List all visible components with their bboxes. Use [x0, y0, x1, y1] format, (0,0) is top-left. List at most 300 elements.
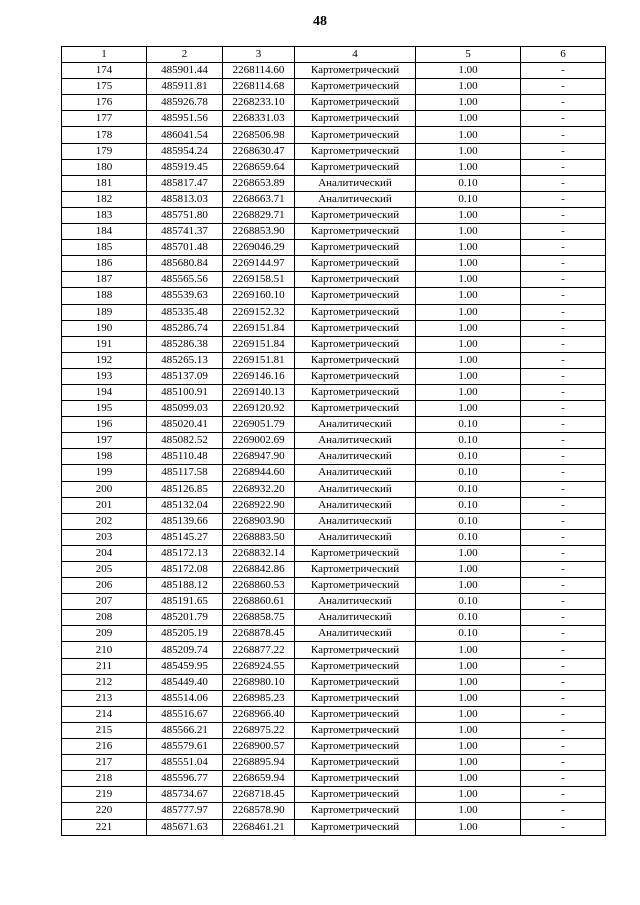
- point-number-cell: 188: [62, 288, 147, 304]
- method-cell: Картометрический: [295, 127, 416, 143]
- note-cell: -: [521, 207, 606, 223]
- method-cell: Картометрический: [295, 690, 416, 706]
- note-cell: -: [521, 191, 606, 207]
- accuracy-cell: 1.00: [416, 207, 521, 223]
- x-coordinate-cell: 485551.04: [147, 755, 223, 771]
- y-coordinate-cell: 2268832.14: [223, 545, 295, 561]
- table-row: [62, 562, 606, 578]
- point-number-cell: 213: [62, 690, 147, 706]
- x-coordinate-cell: 485459.95: [147, 658, 223, 674]
- point-number-cell: 194: [62, 384, 147, 400]
- y-coordinate-cell: 2268858.75: [223, 610, 295, 626]
- y-coordinate-cell: 2268900.57: [223, 739, 295, 755]
- y-coordinate-cell: 2268461.21: [223, 819, 295, 835]
- note-cell: -: [521, 513, 606, 529]
- note-cell: -: [521, 384, 606, 400]
- y-coordinate-cell: 2268878.45: [223, 626, 295, 642]
- note-cell: -: [521, 545, 606, 561]
- x-coordinate-cell: 485566.21: [147, 722, 223, 738]
- method-cell: Аналитический: [295, 610, 416, 626]
- y-coordinate-cell: 2268578.90: [223, 803, 295, 819]
- accuracy-cell: 1.00: [416, 127, 521, 143]
- point-number-cell: 177: [62, 111, 147, 127]
- x-coordinate-cell: 485110.48: [147, 449, 223, 465]
- method-cell: Картометрический: [295, 819, 416, 835]
- note-cell: -: [521, 465, 606, 481]
- note-cell: -: [521, 175, 606, 191]
- method-cell: Картометрический: [295, 658, 416, 674]
- x-coordinate-cell: 485172.08: [147, 562, 223, 578]
- accuracy-cell: 1.00: [416, 288, 521, 304]
- x-coordinate-cell: 485734.67: [147, 787, 223, 803]
- method-cell: Картометрический: [295, 224, 416, 240]
- x-coordinate-cell: 485671.63: [147, 819, 223, 835]
- y-coordinate-cell: 2269002.69: [223, 433, 295, 449]
- x-coordinate-cell: 485265.13: [147, 352, 223, 368]
- point-number-cell: 212: [62, 674, 147, 690]
- note-cell: -: [521, 658, 606, 674]
- note-cell: -: [521, 481, 606, 497]
- y-coordinate-cell: 2268718.45: [223, 787, 295, 803]
- method-cell: Картометрический: [295, 771, 416, 787]
- x-coordinate-cell: 485188.12: [147, 578, 223, 594]
- note-cell: -: [521, 159, 606, 175]
- accuracy-cell: 0.10: [416, 191, 521, 207]
- x-coordinate-cell: 485286.74: [147, 320, 223, 336]
- note-cell: -: [521, 819, 606, 835]
- y-coordinate-cell: 2268842.86: [223, 562, 295, 578]
- accuracy-cell: 1.00: [416, 545, 521, 561]
- accuracy-cell: 1.00: [416, 803, 521, 819]
- y-coordinate-cell: 2268114.68: [223, 79, 295, 95]
- y-coordinate-cell: 2269140.13: [223, 384, 295, 400]
- method-cell: Картометрический: [295, 674, 416, 690]
- note-cell: -: [521, 787, 606, 803]
- accuracy-cell: 0.10: [416, 626, 521, 642]
- y-coordinate-cell: 2269046.29: [223, 240, 295, 256]
- x-coordinate-cell: 486041.54: [147, 127, 223, 143]
- method-cell: Картометрический: [295, 384, 416, 400]
- note-cell: -: [521, 626, 606, 642]
- y-coordinate-cell: 2268659.94: [223, 771, 295, 787]
- point-number-cell: 178: [62, 127, 147, 143]
- accuracy-cell: 1.00: [416, 95, 521, 111]
- method-cell: Картометрический: [295, 706, 416, 722]
- table-row: [62, 401, 606, 417]
- accuracy-cell: 1.00: [416, 674, 521, 690]
- point-number-cell: 201: [62, 497, 147, 513]
- x-coordinate-cell: 485926.78: [147, 95, 223, 111]
- accuracy-cell: 1.00: [416, 63, 521, 79]
- point-number-cell: 215: [62, 722, 147, 738]
- note-cell: -: [521, 240, 606, 256]
- method-cell: Аналитический: [295, 191, 416, 207]
- note-cell: -: [521, 642, 606, 658]
- table-row: [62, 95, 606, 111]
- x-coordinate-cell: 485449.40: [147, 674, 223, 690]
- table-row: [62, 578, 606, 594]
- method-cell: Картометрический: [295, 352, 416, 368]
- x-coordinate-cell: 485680.84: [147, 256, 223, 272]
- method-cell: Аналитический: [295, 175, 416, 191]
- accuracy-cell: 1.00: [416, 368, 521, 384]
- method-cell: Картометрический: [295, 642, 416, 658]
- accuracy-cell: 1.00: [416, 336, 521, 352]
- point-number-cell: 191: [62, 336, 147, 352]
- accuracy-cell: 0.10: [416, 513, 521, 529]
- method-cell: Картометрический: [295, 401, 416, 417]
- y-coordinate-cell: 2268630.47: [223, 143, 295, 159]
- method-cell: Аналитический: [295, 449, 416, 465]
- method-cell: Картометрический: [295, 63, 416, 79]
- method-cell: Картометрический: [295, 336, 416, 352]
- accuracy-cell: 1.00: [416, 706, 521, 722]
- point-number-cell: 181: [62, 175, 147, 191]
- point-number-cell: 218: [62, 771, 147, 787]
- point-number-cell: 214: [62, 706, 147, 722]
- accuracy-cell: 0.10: [416, 610, 521, 626]
- accuracy-cell: 1.00: [416, 256, 521, 272]
- x-coordinate-cell: 485701.48: [147, 240, 223, 256]
- x-coordinate-cell: 485100.91: [147, 384, 223, 400]
- accuracy-cell: 1.00: [416, 819, 521, 835]
- note-cell: -: [521, 95, 606, 111]
- x-coordinate-cell: 485539.63: [147, 288, 223, 304]
- table-row: [62, 803, 606, 819]
- table-row: [62, 594, 606, 610]
- y-coordinate-cell: 2268980.10: [223, 674, 295, 690]
- y-coordinate-cell: 2268985.23: [223, 690, 295, 706]
- accuracy-cell: 1.00: [416, 739, 521, 755]
- method-cell: Аналитический: [295, 626, 416, 642]
- note-cell: -: [521, 706, 606, 722]
- method-cell: Картометрический: [295, 578, 416, 594]
- x-coordinate-cell: 485139.66: [147, 513, 223, 529]
- method-cell: Картометрический: [295, 272, 416, 288]
- y-coordinate-cell: 2268924.55: [223, 658, 295, 674]
- y-coordinate-cell: 2268829.71: [223, 207, 295, 223]
- x-coordinate-cell: 485286.38: [147, 336, 223, 352]
- table-row: [62, 240, 606, 256]
- note-cell: -: [521, 79, 606, 95]
- table-row: [62, 207, 606, 223]
- y-coordinate-cell: 2269146.16: [223, 368, 295, 384]
- x-coordinate-cell: 485335.48: [147, 304, 223, 320]
- x-coordinate-cell: 485951.56: [147, 111, 223, 127]
- accuracy-cell: 1.00: [416, 658, 521, 674]
- note-cell: -: [521, 562, 606, 578]
- note-cell: -: [521, 674, 606, 690]
- accuracy-cell: 1.00: [416, 159, 521, 175]
- y-coordinate-cell: 2268932.20: [223, 481, 295, 497]
- method-cell: Картометрический: [295, 739, 416, 755]
- point-number-cell: 216: [62, 739, 147, 755]
- method-cell: Картометрический: [295, 79, 416, 95]
- method-cell: Аналитический: [295, 513, 416, 529]
- accuracy-cell: 1.00: [416, 304, 521, 320]
- note-cell: -: [521, 143, 606, 159]
- x-coordinate-cell: 485117.58: [147, 465, 223, 481]
- note-cell: -: [521, 433, 606, 449]
- note-cell: -: [521, 272, 606, 288]
- point-number-cell: 175: [62, 79, 147, 95]
- x-coordinate-cell: 485751.80: [147, 207, 223, 223]
- point-number-cell: 219: [62, 787, 147, 803]
- method-cell: Картометрический: [295, 256, 416, 272]
- x-coordinate-cell: 485514.06: [147, 690, 223, 706]
- x-coordinate-cell: 485954.24: [147, 143, 223, 159]
- point-number-cell: 184: [62, 224, 147, 240]
- column-header-1: 1: [62, 47, 147, 63]
- y-coordinate-cell: 2269151.84: [223, 320, 295, 336]
- table-row: [62, 79, 606, 95]
- table-body: [62, 63, 606, 836]
- y-coordinate-cell: 2268663.71: [223, 191, 295, 207]
- note-cell: -: [521, 288, 606, 304]
- point-number-cell: 206: [62, 578, 147, 594]
- method-cell: Картометрический: [295, 368, 416, 384]
- accuracy-cell: 1.00: [416, 240, 521, 256]
- y-coordinate-cell: 2269151.84: [223, 336, 295, 352]
- point-number-cell: 197: [62, 433, 147, 449]
- table-row: [62, 111, 606, 127]
- x-coordinate-cell: 485565.56: [147, 272, 223, 288]
- accuracy-cell: 1.00: [416, 642, 521, 658]
- note-cell: -: [521, 304, 606, 320]
- method-cell: Аналитический: [295, 497, 416, 513]
- y-coordinate-cell: 2269144.97: [223, 256, 295, 272]
- point-number-cell: 208: [62, 610, 147, 626]
- accuracy-cell: 1.00: [416, 224, 521, 240]
- page-number: 48: [313, 14, 327, 29]
- method-cell: Картометрический: [295, 545, 416, 561]
- method-cell: Картометрический: [295, 787, 416, 803]
- x-coordinate-cell: 485201.79: [147, 610, 223, 626]
- y-coordinate-cell: 2268853.90: [223, 224, 295, 240]
- y-coordinate-cell: 2268883.50: [223, 529, 295, 545]
- accuracy-cell: 1.00: [416, 690, 521, 706]
- column-header-2: 2: [147, 47, 223, 63]
- x-coordinate-cell: 485741.37: [147, 224, 223, 240]
- accuracy-cell: 1.00: [416, 562, 521, 578]
- y-coordinate-cell: 2269120.92: [223, 401, 295, 417]
- y-coordinate-cell: 2268903.90: [223, 513, 295, 529]
- point-number-cell: 192: [62, 352, 147, 368]
- header-row: [62, 47, 606, 63]
- column-header-3: 3: [223, 47, 295, 63]
- method-cell: Картометрический: [295, 95, 416, 111]
- point-number-cell: 220: [62, 803, 147, 819]
- table-row: [62, 417, 606, 433]
- point-number-cell: 185: [62, 240, 147, 256]
- x-coordinate-cell: 485082.52: [147, 433, 223, 449]
- table-row: [62, 465, 606, 481]
- note-cell: -: [521, 224, 606, 240]
- y-coordinate-cell: 2268506.98: [223, 127, 295, 143]
- table-row: [62, 706, 606, 722]
- table-row: [62, 175, 606, 191]
- table-row: [62, 127, 606, 143]
- note-cell: -: [521, 417, 606, 433]
- table-row: [62, 739, 606, 755]
- method-cell: Картометрический: [295, 722, 416, 738]
- note-cell: -: [521, 127, 606, 143]
- x-coordinate-cell: 485172.13: [147, 545, 223, 561]
- x-coordinate-cell: 485817.47: [147, 175, 223, 191]
- table-row: [62, 336, 606, 352]
- y-coordinate-cell: 2269158.51: [223, 272, 295, 288]
- note-cell: -: [521, 529, 606, 545]
- point-number-cell: 203: [62, 529, 147, 545]
- x-coordinate-cell: 485137.09: [147, 368, 223, 384]
- column-header-6: 6: [521, 47, 606, 63]
- accuracy-cell: 1.00: [416, 79, 521, 95]
- y-coordinate-cell: 2268114.60: [223, 63, 295, 79]
- table-row: [62, 481, 606, 497]
- y-coordinate-cell: 2268877.22: [223, 642, 295, 658]
- accuracy-cell: 1.00: [416, 143, 521, 159]
- point-number-cell: 217: [62, 755, 147, 771]
- column-header-5: 5: [416, 47, 521, 63]
- point-number-cell: 210: [62, 642, 147, 658]
- point-number-cell: 202: [62, 513, 147, 529]
- point-number-cell: 186: [62, 256, 147, 272]
- accuracy-cell: 1.00: [416, 578, 521, 594]
- note-cell: -: [521, 722, 606, 738]
- table-row: [62, 320, 606, 336]
- x-coordinate-cell: 485911.81: [147, 79, 223, 95]
- method-cell: Картометрический: [295, 288, 416, 304]
- point-number-cell: 195: [62, 401, 147, 417]
- point-number-cell: 174: [62, 63, 147, 79]
- y-coordinate-cell: 2268659.64: [223, 159, 295, 175]
- accuracy-cell: 1.00: [416, 352, 521, 368]
- column-header-4: 4: [295, 47, 416, 63]
- coordinates-table: [61, 46, 606, 836]
- table-row: [62, 513, 606, 529]
- table-row: [62, 304, 606, 320]
- note-cell: -: [521, 610, 606, 626]
- table-row: [62, 771, 606, 787]
- x-coordinate-cell: 485205.19: [147, 626, 223, 642]
- y-coordinate-cell: 2268947.90: [223, 449, 295, 465]
- table-header: [62, 47, 606, 63]
- x-coordinate-cell: 485919.45: [147, 159, 223, 175]
- accuracy-cell: 1.00: [416, 787, 521, 803]
- table-row: [62, 368, 606, 384]
- accuracy-cell: 1.00: [416, 755, 521, 771]
- note-cell: -: [521, 63, 606, 79]
- x-coordinate-cell: 485777.97: [147, 803, 223, 819]
- point-number-cell: 221: [62, 819, 147, 835]
- point-number-cell: 193: [62, 368, 147, 384]
- point-number-cell: 183: [62, 207, 147, 223]
- method-cell: Картометрический: [295, 562, 416, 578]
- point-number-cell: 187: [62, 272, 147, 288]
- note-cell: -: [521, 594, 606, 610]
- method-cell: Аналитический: [295, 529, 416, 545]
- note-cell: -: [521, 755, 606, 771]
- table-row: [62, 690, 606, 706]
- x-coordinate-cell: 485901.44: [147, 63, 223, 79]
- table-row: [62, 433, 606, 449]
- point-number-cell: 189: [62, 304, 147, 320]
- table-row: [62, 384, 606, 400]
- accuracy-cell: 0.10: [416, 175, 521, 191]
- note-cell: -: [521, 111, 606, 127]
- accuracy-cell: 1.00: [416, 384, 521, 400]
- y-coordinate-cell: 2268233.10: [223, 95, 295, 111]
- x-coordinate-cell: 485579.61: [147, 739, 223, 755]
- method-cell: Аналитический: [295, 594, 416, 610]
- point-number-cell: 179: [62, 143, 147, 159]
- table-row: [62, 529, 606, 545]
- note-cell: -: [521, 771, 606, 787]
- table-row: [62, 545, 606, 561]
- x-coordinate-cell: 485020.41: [147, 417, 223, 433]
- point-number-cell: 205: [62, 562, 147, 578]
- x-coordinate-cell: 485126.85: [147, 481, 223, 497]
- accuracy-cell: 1.00: [416, 111, 521, 127]
- point-number-cell: 211: [62, 658, 147, 674]
- y-coordinate-cell: 2268944.60: [223, 465, 295, 481]
- method-cell: Аналитический: [295, 417, 416, 433]
- note-cell: -: [521, 352, 606, 368]
- table-row: [62, 642, 606, 658]
- y-coordinate-cell: 2268860.53: [223, 578, 295, 594]
- note-cell: -: [521, 497, 606, 513]
- method-cell: Картометрический: [295, 111, 416, 127]
- method-cell: Картометрический: [295, 755, 416, 771]
- table-row: [62, 224, 606, 240]
- note-cell: -: [521, 739, 606, 755]
- point-number-cell: 182: [62, 191, 147, 207]
- x-coordinate-cell: 485596.77: [147, 771, 223, 787]
- method-cell: Аналитический: [295, 433, 416, 449]
- table-row: [62, 191, 606, 207]
- y-coordinate-cell: 2268966.40: [223, 706, 295, 722]
- y-coordinate-cell: 2268895.94: [223, 755, 295, 771]
- y-coordinate-cell: 2269051.79: [223, 417, 295, 433]
- accuracy-cell: 0.10: [416, 465, 521, 481]
- y-coordinate-cell: 2268331.03: [223, 111, 295, 127]
- table-row: [62, 449, 606, 465]
- table-row: [62, 755, 606, 771]
- point-number-cell: 199: [62, 465, 147, 481]
- method-cell: Картометрический: [295, 159, 416, 175]
- table-row: [62, 272, 606, 288]
- table-row: [62, 787, 606, 803]
- note-cell: -: [521, 401, 606, 417]
- method-cell: Картометрический: [295, 304, 416, 320]
- method-cell: Картометрический: [295, 207, 416, 223]
- table-row: [62, 63, 606, 79]
- table-row: [62, 159, 606, 175]
- method-cell: Картометрический: [295, 240, 416, 256]
- note-cell: -: [521, 449, 606, 465]
- method-cell: Картометрический: [295, 803, 416, 819]
- y-coordinate-cell: 2269152.32: [223, 304, 295, 320]
- accuracy-cell: 1.00: [416, 320, 521, 336]
- point-number-cell: 200: [62, 481, 147, 497]
- y-coordinate-cell: 2268653.89: [223, 175, 295, 191]
- note-cell: -: [521, 578, 606, 594]
- table-row: [62, 819, 606, 835]
- x-coordinate-cell: 485813.03: [147, 191, 223, 207]
- point-number-cell: 204: [62, 545, 147, 561]
- accuracy-cell: 0.10: [416, 594, 521, 610]
- point-number-cell: 176: [62, 95, 147, 111]
